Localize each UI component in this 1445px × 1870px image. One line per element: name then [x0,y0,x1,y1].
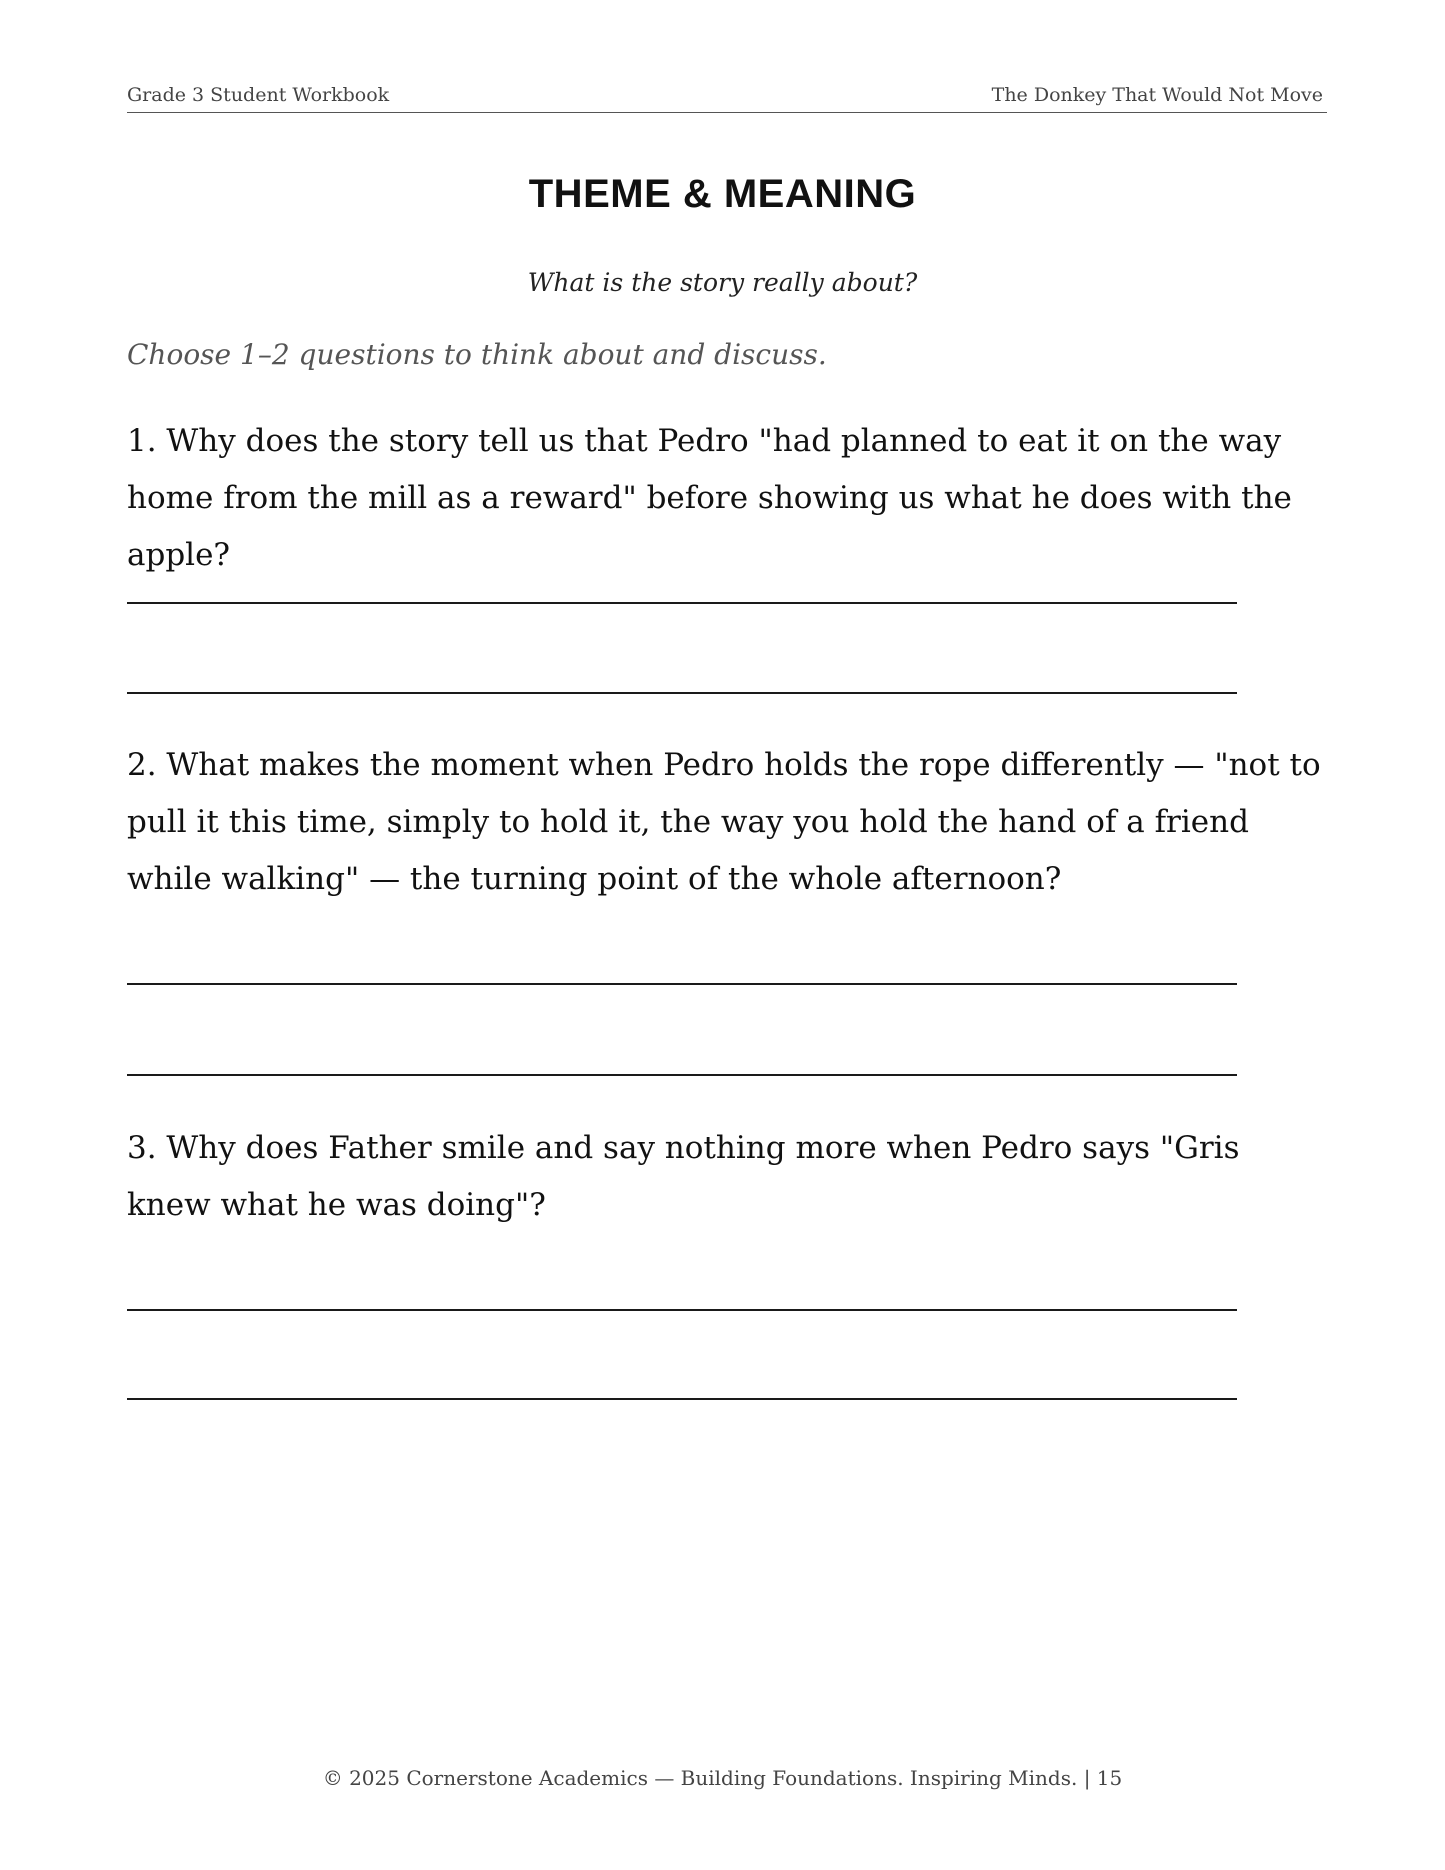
answer-line-1a[interactable] [127,602,1237,604]
question-2: 2. What makes the moment when Pedro holds the rope differently — "not to pull it this time, simply to hold it, the way you hold the hand of a friend while walking" — the turning point of the whole afternoon? [127,747,1321,897]
answer-line-3b[interactable] [127,1398,1237,1400]
story-title-label: The Donkey That Would Not Move [991,84,1323,106]
page-subtitle: What is the story really about? [527,268,918,297]
answer-line-1b[interactable] [127,692,1237,694]
instruction-text: Choose 1–2 questions to think about and discuss. [127,338,827,371]
answer-line-3a[interactable] [127,1309,1237,1311]
question-1: 1. Why does the story tell us that Pedro "had planned to eat it on the way home from the mill as a reward" before showing us what he does with the apple? [127,423,1292,573]
answer-line-2b[interactable] [127,1074,1237,1076]
workbook-label: Grade 3 Student Workbook [127,84,390,106]
answer-line-2a[interactable] [127,983,1237,985]
question-3: 3. Why does Father smile and say nothing more when Pedro says "Gris knew what he was doing"? [127,1130,1240,1223]
page-header [127,80,1327,113]
page-title: THEME & MEANING [528,172,917,216]
page-footer: © 2025 Cornerstone Academics — Building Foundations. Inspiring Minds. | 15 [322,1766,1123,1790]
